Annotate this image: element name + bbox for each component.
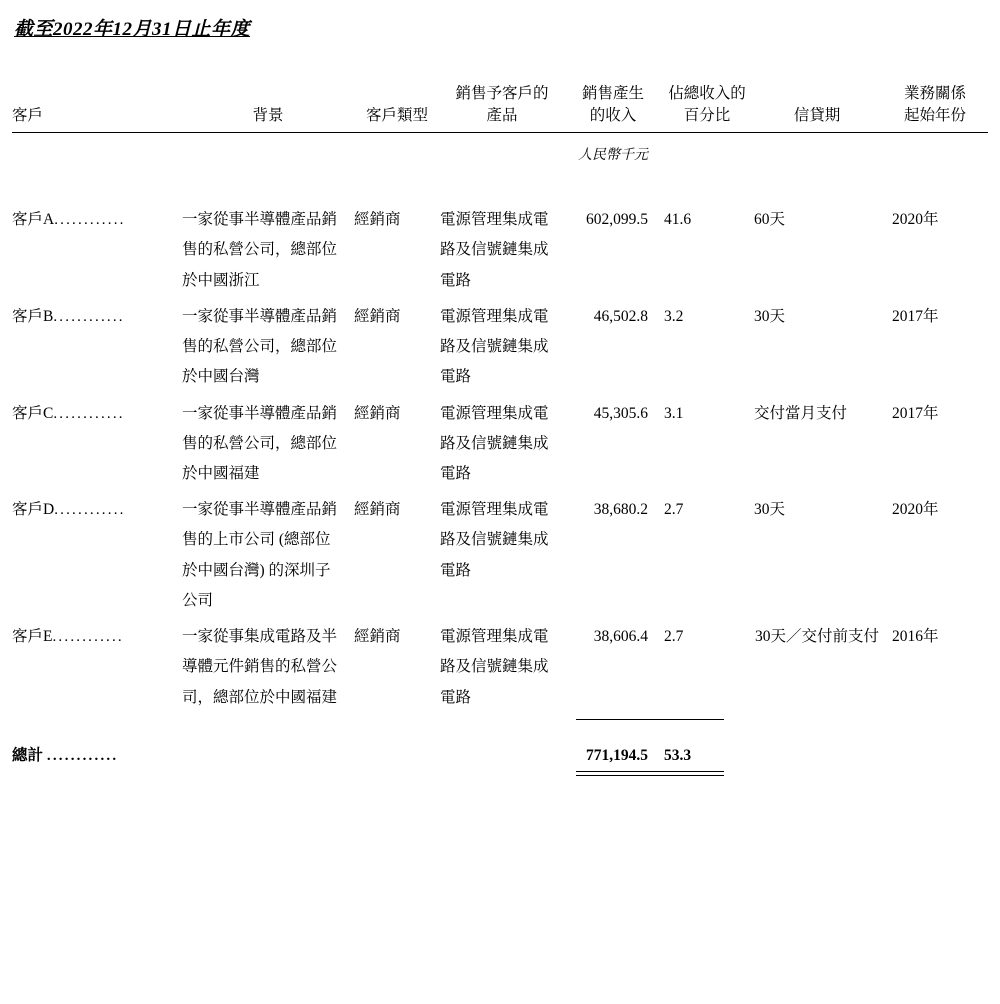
cell-total-label: [12, 733, 182, 771]
cell-revenue: 46,502.8: [593, 307, 648, 325]
cell-percent: 41.6: [664, 211, 692, 229]
cell-percent: 2.7: [664, 501, 684, 519]
cell-credit-period: 30天／交付前支付: [754, 628, 879, 646]
unit-note-row: [12, 136, 988, 169]
unit-note: 人民幣千元: [578, 147, 648, 163]
cell-total-percent: 53.3: [664, 746, 692, 764]
customer-name: 客戶B: [12, 307, 54, 325]
table-row: [12, 302, 988, 399]
customer-name: 客戶E: [12, 628, 53, 646]
cell-revenue: 45,305.6: [593, 404, 648, 422]
header-product: [440, 83, 564, 136]
cell-customer-type: 經銷商: [354, 404, 401, 422]
header-revenue-line2: 的收入: [589, 107, 637, 125]
header-product-label: [440, 83, 564, 133]
header-spacer-row: [12, 169, 988, 205]
total-row: [12, 733, 988, 771]
leader-dots: ............: [54, 502, 126, 519]
cell-start-year: 2016年: [892, 628, 939, 646]
total-double-rule-row: [12, 771, 988, 781]
cell-customer-type: 經銷商: [354, 307, 401, 325]
total-label: 總計: [12, 746, 44, 764]
customer-name: 客戶D: [12, 501, 55, 519]
cell-customer-type: 經銷商: [354, 628, 401, 646]
cell-background: 一家從事集成電路及半導體元件銷售的私營公司，總部位於中國福建: [182, 628, 338, 706]
header-customer: [12, 83, 182, 136]
header-start-year: [882, 83, 988, 136]
cell-credit-period: 30天: [754, 307, 786, 325]
header-credit-period: [752, 83, 882, 136]
leader-dots: ............: [54, 212, 126, 229]
leader-dots: ............: [53, 308, 125, 325]
cell-percent: 3.2: [664, 307, 684, 325]
header-customer-label: 客戶: [12, 105, 182, 132]
cell-credit-period: 30天: [754, 501, 786, 519]
cell-customer: [12, 399, 182, 496]
table-row: [12, 495, 988, 622]
cell-background: 一家從事半導體產品銷售的私營公司，總部位於中國浙江: [182, 211, 338, 289]
leader-dots: ............: [46, 747, 119, 764]
customer-name: 客戶C: [12, 404, 54, 422]
header-percent-line2: 百分比: [683, 107, 731, 125]
table-row: [12, 399, 988, 496]
cell-background: 一家從事半導體產品銷售的上市公司 (總部位於中國台灣) 的深圳子公司: [182, 501, 338, 609]
cell-customer: [12, 302, 182, 399]
header-percent: [662, 83, 752, 136]
cell-revenue: 38,606.4: [593, 628, 648, 646]
revenue-rule: [564, 719, 662, 733]
header-percent-line1: 佔總收入的: [668, 85, 746, 102]
header-product-line2: 產品: [486, 107, 518, 125]
table-row: [12, 205, 988, 302]
header-start-year-line2: 起始年份: [903, 107, 966, 125]
header-credit-period-label: 信貸期: [752, 105, 882, 132]
cell-customer-type: 經銷商: [354, 501, 401, 519]
cell-background: 一家從事半導體產品銷售的私營公司，總部位於中國台灣: [182, 307, 338, 386]
table-row: [12, 622, 988, 719]
leader-dots: ............: [52, 629, 124, 646]
header-customer-type-label: 客戶類型: [354, 105, 440, 132]
cell-customer-type: 經銷商: [354, 211, 401, 229]
cell-product: 電源管理集成電路及信號鏈集成電路: [440, 404, 549, 482]
header-start-year-line1: 業務關係: [903, 85, 966, 102]
header-customer-type: [354, 83, 440, 136]
cell-total-revenue: 771,194.5: [586, 746, 648, 764]
cell-revenue: 38,680.2: [593, 501, 648, 519]
table-header-row: [12, 83, 988, 136]
subtotal-rule-row: [12, 719, 988, 733]
cell-start-year: 2017年: [892, 404, 939, 422]
header-revenue: [564, 83, 662, 136]
page-title: 截至2022年12月31日止年度: [14, 19, 251, 40]
cell-customer: [12, 495, 182, 622]
cell-percent: 2.7: [664, 628, 684, 646]
cell-start-year: 2020年: [892, 211, 939, 229]
cell-product: 電源管理集成電路及信號鏈集成電路: [440, 307, 549, 386]
cell-product: 電源管理集成電路及信號鏈集成電路: [440, 501, 549, 579]
header-percent-label: [662, 83, 752, 133]
cell-customer: [12, 622, 182, 719]
leader-dots: ............: [53, 405, 125, 422]
header-start-year-label: [882, 83, 988, 133]
header-background-label: 背景: [182, 105, 354, 132]
customer-name: 客戶A: [12, 211, 55, 229]
cell-background: 一家從事半導體產品銷售的私營公司，總部位於中國福建: [182, 404, 338, 482]
revenue-double-rule: [564, 771, 662, 781]
cell-product: 電源管理集成電路及信號鏈集成電路: [440, 211, 549, 289]
header-background: [182, 83, 354, 136]
percent-rule: [662, 719, 752, 733]
cell-customer: [12, 205, 182, 302]
cell-start-year: 2020年: [892, 501, 939, 519]
cell-credit-period: 60天: [754, 211, 786, 229]
percent-double-rule: [662, 771, 752, 781]
cell-start-year: 2017年: [892, 307, 939, 325]
cell-percent: 3.1: [664, 404, 684, 422]
cell-revenue: 602,099.5: [586, 211, 648, 229]
header-product-line1: 銷售予客戶的: [455, 85, 549, 102]
customers-table: [12, 83, 988, 781]
header-revenue-label: [564, 83, 662, 133]
header-revenue-line1: 銷售產生: [581, 85, 644, 102]
cell-product: 電源管理集成電路及信號鏈集成電路: [440, 628, 549, 706]
cell-credit-period: 交付當月支付: [754, 404, 848, 422]
